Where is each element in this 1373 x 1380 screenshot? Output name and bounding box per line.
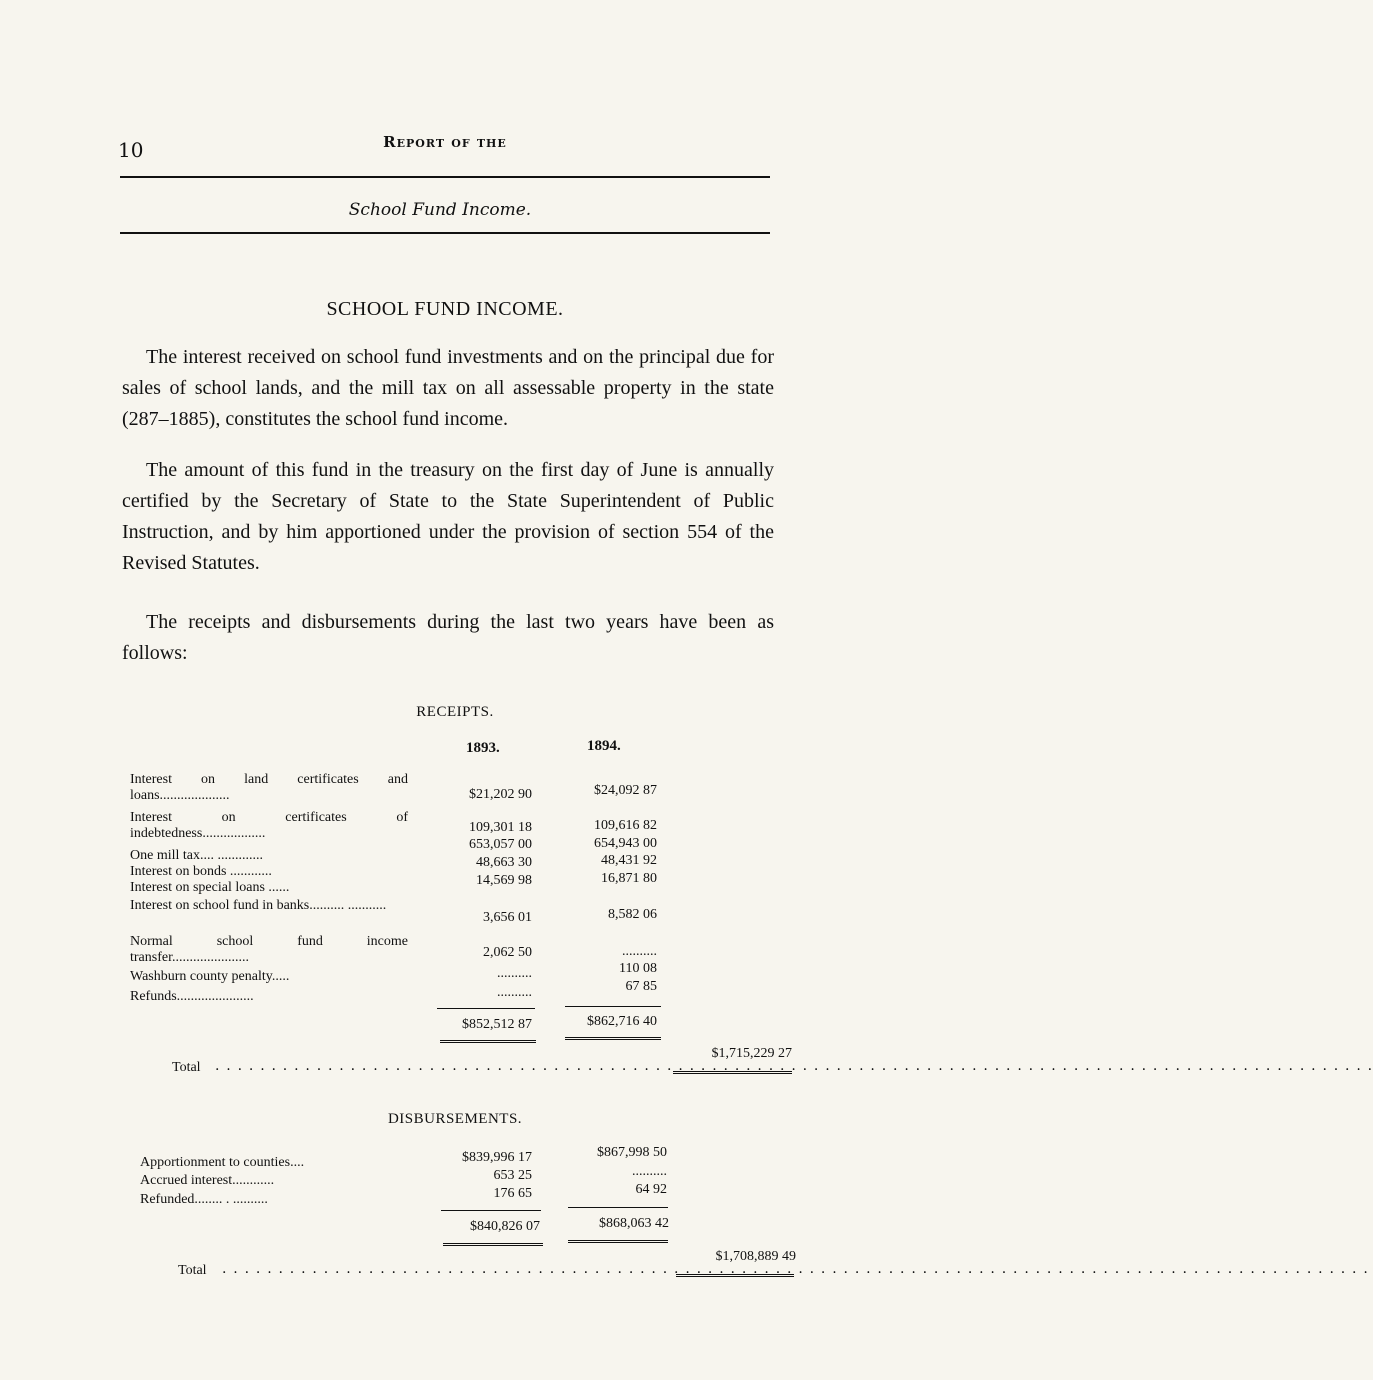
section-subhead: School Fund Income. <box>348 200 532 220</box>
receipt-1893-mill-tax: 653,057 00 <box>469 837 532 852</box>
disbursements-1893-underline <box>441 1210 541 1211</box>
receipt-1894-mill-tax: 654,943 00 <box>594 836 657 851</box>
receipt-1893-land-certificates: $21,202 90 <box>469 787 532 802</box>
disbursements-total: $1,708,889 49 <box>715 1249 796 1264</box>
disbursements-subtotal-1894: $868,063 42 <box>599 1216 669 1231</box>
receipt-1894-school-fund-banks: 8,582 06 <box>608 907 657 922</box>
receipts-1893-underline <box>437 1008 535 1009</box>
disbursement-1893-accrued-interest: 653 25 <box>493 1168 532 1183</box>
disbursements-total-label: Total <box>178 1263 207 1278</box>
receipt-1894-special-loans: 16,871 80 <box>601 871 657 886</box>
disbursement-label-apportionment: Apportionment to counties.... <box>140 1155 305 1170</box>
receipt-label-bonds: Interest on bonds ............ <box>130 864 272 879</box>
receipt-label-normal-school-transfer: Normal school fund income transfer...................... <box>130 934 408 965</box>
disbursement-1893-apportionment: $839,996 17 <box>462 1150 532 1165</box>
receipts-total-double-rule <box>673 1071 792 1074</box>
disbursements-1894-underline <box>568 1207 668 1208</box>
receipt-label-land-certificates: Interest on land certificates and loans.................... <box>130 772 408 803</box>
receipts-total: $1,715,229 27 <box>711 1046 792 1061</box>
disbursement-1893-refunded: 176 65 <box>493 1186 532 1201</box>
receipts-subtotal-1893: $852,512 87 <box>462 1017 532 1032</box>
receipt-label-washburn-penalty: Washburn county penalty..... <box>130 969 290 984</box>
receipt-1893-normal-school-transfer: 2,062 50 <box>483 945 532 960</box>
disbursements-total-double-rule <box>676 1274 794 1277</box>
receipt-1893-special-loans: 14,569 98 <box>476 873 532 888</box>
paragraph-1: The interest received on school fund investments and on the principal due for sales of school lands, and the mill tax on all assessable property in the state (287–1885), constitutes the school fund income. <box>122 346 774 430</box>
disbursement-label-refunded: Refunded........ . .......... <box>140 1192 268 1207</box>
receipts-1894-underline <box>565 1006 661 1007</box>
receipts-subtotal-1894: $862,716 40 <box>587 1014 657 1029</box>
disbursement-1894-refunded: 64 92 <box>635 1182 667 1197</box>
receipt-1893-refunds: .......... <box>497 985 532 1000</box>
receipt-1894-washburn-penalty: 110 08 <box>619 961 657 976</box>
receipt-1893-bonds: 48,663 30 <box>476 855 532 870</box>
receipt-label-refunds: Refunds...................... <box>130 989 254 1004</box>
disbursements-title: DISBURSEMENTS. <box>387 1111 523 1127</box>
disbursements-total-leader: . . . . . . . . . . . . . . . . . . . . . . . . . . . . . . . . . . . . . . . . . . . . . . . . . . . . . . . . . . . . . . . . . . . . . . . . . . . . . . . . . . . . . . . . . . . . . . . . . . . . . . <box>222 1261 1369 1277</box>
receipt-label-special-loans: Interest on special loans ...... <box>130 880 290 895</box>
section-title: SCHOOL FUND INCOME. <box>326 298 564 320</box>
receipt-1894-normal-school-transfer: .......... <box>622 944 657 959</box>
year-header-1893: 1893. <box>466 740 500 756</box>
paragraph-2: The amount of this fund in the treasury on the first day of June is annually certified by the Secretary of State to the State Superintendent of Public Instruction, and by him apportioned under the provision of section 554 of the Revised Statutes. <box>122 459 774 574</box>
receipts-1894-double-rule <box>565 1037 661 1040</box>
receipt-label-certificates-indebtedness: Interest on certificates of indebtedness.................. <box>130 810 408 841</box>
receipt-1894-land-certificates: $24,092 87 <box>594 783 657 798</box>
year-header-1894: 1894. <box>587 738 621 754</box>
receipt-1893-school-fund-banks: 3,656 01 <box>483 910 532 925</box>
page-number: 10 <box>118 138 144 162</box>
header-rule-top <box>120 176 770 178</box>
header-rule-bottom <box>120 232 770 234</box>
disbursement-label-accrued-interest: Accrued interest............ <box>140 1173 275 1188</box>
receipt-1894-certificates-indebtedness: 109,616 82 <box>594 818 657 833</box>
receipt-1894-bonds: 48,431 92 <box>601 853 657 868</box>
receipt-1894-refunds: 67 85 <box>625 979 657 994</box>
receipts-total-label: Total <box>172 1060 201 1075</box>
disbursements-1894-double-rule <box>568 1240 668 1243</box>
receipt-label-school-fund-banks: Interest on school fund in banks.......... ........... <box>130 898 387 913</box>
disbursement-1894-apportionment: $867,998 50 <box>597 1145 667 1160</box>
disbursement-1894-accrued-interest: .......... <box>632 1164 667 1179</box>
disbursements-1893-double-rule <box>443 1243 543 1246</box>
receipts-title: RECEIPTS. <box>416 704 494 720</box>
receipts-total-leader: . . . . . . . . . . . . . . . . . . . . . . . . . . . . . . . . . . . . . . . . . . . . . . . . . . . . . . . . . . . . . . . . . . . . . . . . . . . . . . . . . . . . . . . . . . . . . . . . . . . . . . . <box>215 1058 1373 1074</box>
paragraph-3: The receipts and disbursements during the last two years have been as follows: <box>122 611 774 664</box>
receipts-1893-double-rule <box>440 1040 536 1043</box>
running-head: Report of the <box>383 133 507 151</box>
disbursements-subtotal-1893: $840,826 07 <box>470 1219 540 1234</box>
receipt-label-mill-tax: One mill tax.... ............. <box>130 848 263 863</box>
receipt-1893-washburn-penalty: .......... <box>497 966 532 981</box>
receipt-1893-certificates-indebtedness: 109,301 18 <box>469 820 532 835</box>
